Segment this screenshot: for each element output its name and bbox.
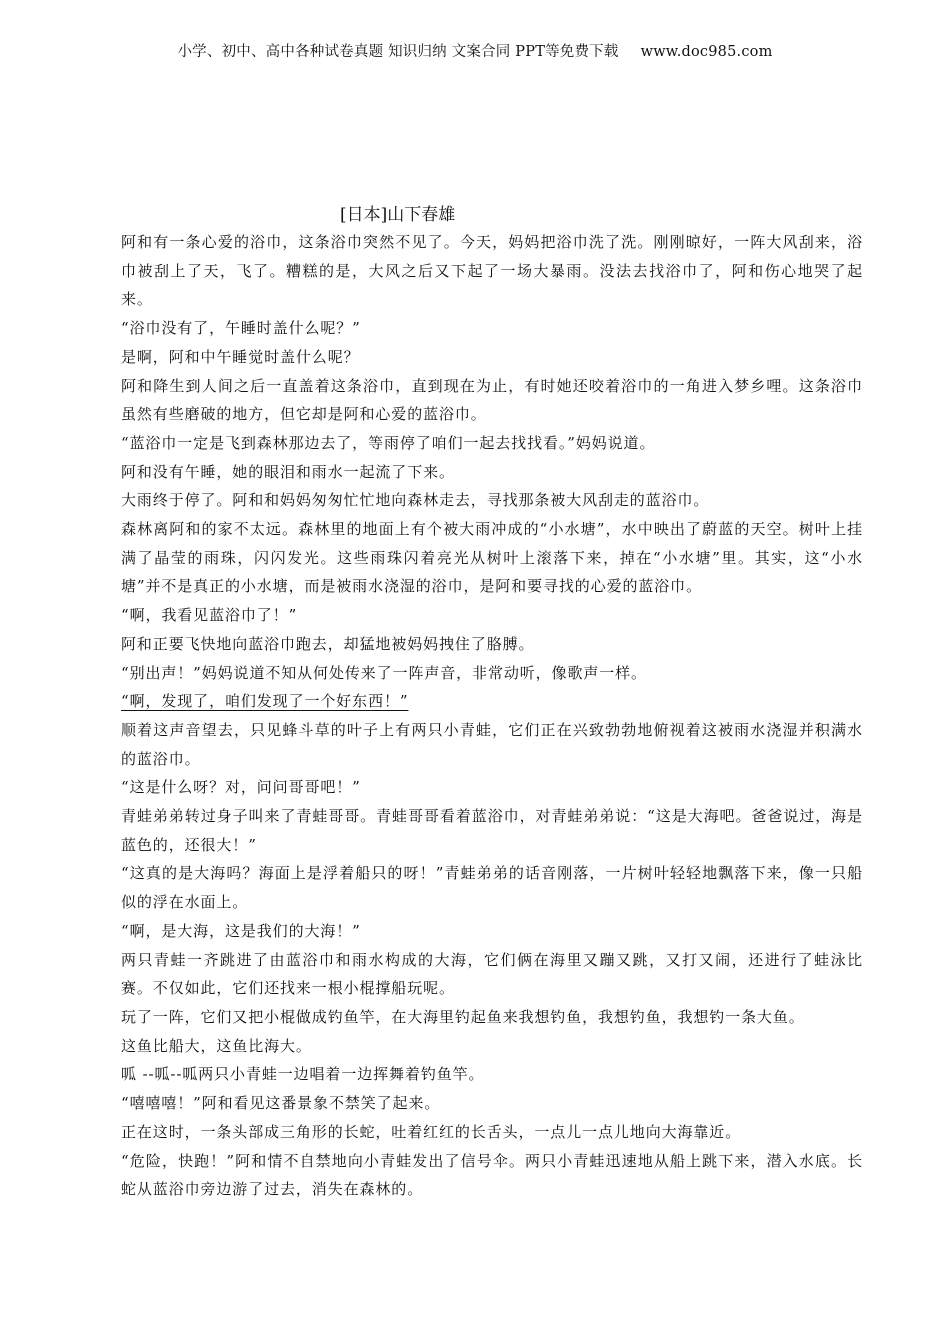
story-body bbox=[121, 228, 863, 1204]
header-text: 小学、初中、高中各种试卷真题 知识归纳 文案合同 PPT等免费下载 bbox=[177, 44, 619, 60]
paragraph: “嘻嘻嘻！”阿和看见这番景象不禁笑了起来。 bbox=[121, 1094, 441, 1113]
paragraph: 顺着这声音望去，只见蜂斗草的叶子上有两只小青蛙，它们正在兴致勃勃地俯视着这被雨水浇湿并积满水的蓝浴巾。 bbox=[121, 720, 863, 768]
header-site-link[interactable]: www.doc985.com bbox=[640, 44, 773, 60]
paragraph: 是啊，阿和中午睡觉时盖什么呢？ bbox=[121, 347, 360, 366]
paragraph: “蓝浴巾一定是飞到森林那边去了，等雨停了咱们一起去找找看。”妈妈说道。 bbox=[121, 433, 656, 452]
page-header bbox=[0, 40, 950, 61]
underlined-text: “啊，发现了，咱们发现了一个好东西！” bbox=[121, 692, 409, 711]
paragraph: “啊，我看见蓝浴巾了！” bbox=[121, 606, 298, 625]
author-line: [日本]山下春雄 bbox=[340, 205, 456, 225]
paragraph: 玩了一阵，它们又把小棍做成钓鱼竿，在大海里钓起鱼来我想钓鱼，我想钓鱼，我想钓一条大鱼。 bbox=[121, 1007, 805, 1026]
paragraph: 森林离阿和的家不太远。森林里的地面上有个被大雨冲成的“小水塘”，水中映出了蔚蓝的天空。树叶上挂满了晶莹的雨珠，闪闪发光。这些雨珠闪着亮光从树叶上滚落下来，掉在“小水塘”里。其实，这“小水塘”并不是真正的小水塘，而是被雨水浇湿的浴巾，是阿和要寻找的心爱的蓝浴巾。 bbox=[121, 520, 863, 596]
paragraph-underlined bbox=[121, 687, 863, 716]
paragraph: “这真的是大海吗？海面上是浮着船只的呀！”青蛙弟弟的话音刚落，一片树叶轻轻地飘落下来，像一只船似的浮在水面上。 bbox=[121, 864, 863, 912]
paragraph: 青蛙弟弟转过身子叫来了青蛙哥哥。青蛙哥哥看着蓝浴巾，对青蛙弟弟说：“这是大海吧。爸爸说过，海是蓝色的，还很大！” bbox=[121, 807, 863, 854]
paragraph: 大雨终于停了。阿和和妈妈匆匆忙忙地向森林走去，寻找那条被大风刮走的蓝浴巾。 bbox=[121, 491, 710, 510]
paragraph: “别出声！”妈妈说道不知从何处传来了一阵声音，非常动听，像歌声一样。 bbox=[121, 663, 647, 682]
paragraph: 阿和正要飞快地向蓝浴巾跑去，却猛地被妈妈拽住了胳膊。 bbox=[121, 634, 535, 653]
paragraph: 两只青蛙一齐跳进了由蓝浴巾和雨水构成的大海，它们俩在海里又蹦又跳，又打又闹，还进行了蛙泳比赛。不仅如此，它们还找来一根小棍撑船玩呢。 bbox=[121, 950, 863, 998]
paragraph: 阿和没有午睡，她的眼泪和雨水一起流了下来。 bbox=[121, 462, 455, 481]
paragraph: 呱 --呱--呱两只小青蛙一边唱着一边挥舞着钓鱼竿。 bbox=[121, 1065, 485, 1084]
paragraph: 阿和降生到人间之后一直盖着这条浴巾，直到现在为止，有时她还咬着浴巾的一角进入梦乡哩。这条浴巾虽然有些磨破的地方，但它却是阿和心爱的蓝浴巾。 bbox=[121, 376, 863, 424]
paragraph: 正在这时，一条头部成三角形的长蛇，吐着红红的长舌头，一点儿一点儿地向大海靠近。 bbox=[121, 1122, 742, 1141]
paragraph: “这是什么呀？对，问问哥哥吧！” bbox=[121, 778, 361, 797]
paragraph: “危险，快跑！”阿和情不自禁地向小青蛙发出了信号伞。两只小青蛙迅速地从船上跳下来，潜入水底。长蛇从蓝浴巾旁边游了过去，消失在森林的。 bbox=[121, 1151, 863, 1199]
paragraph: 这鱼比船大，这鱼比海大。 bbox=[121, 1036, 312, 1055]
paragraph: 阿和有一条心爱的浴巾，这条浴巾突然不见了。今天，妈妈把浴巾洗了洗。刚刚晾好，一阵大风刮来，浴巾被刮上了天，飞了。糟糕的是，大风之后又下起了一场大暴雨。没法去找浴巾了，阿和伤心地哭了起来。 bbox=[121, 233, 863, 309]
paragraph: “浴巾没有了，午睡时盖什么呢？” bbox=[121, 319, 361, 338]
paragraph: “啊，是大海，这是我们的大海！” bbox=[121, 921, 361, 940]
